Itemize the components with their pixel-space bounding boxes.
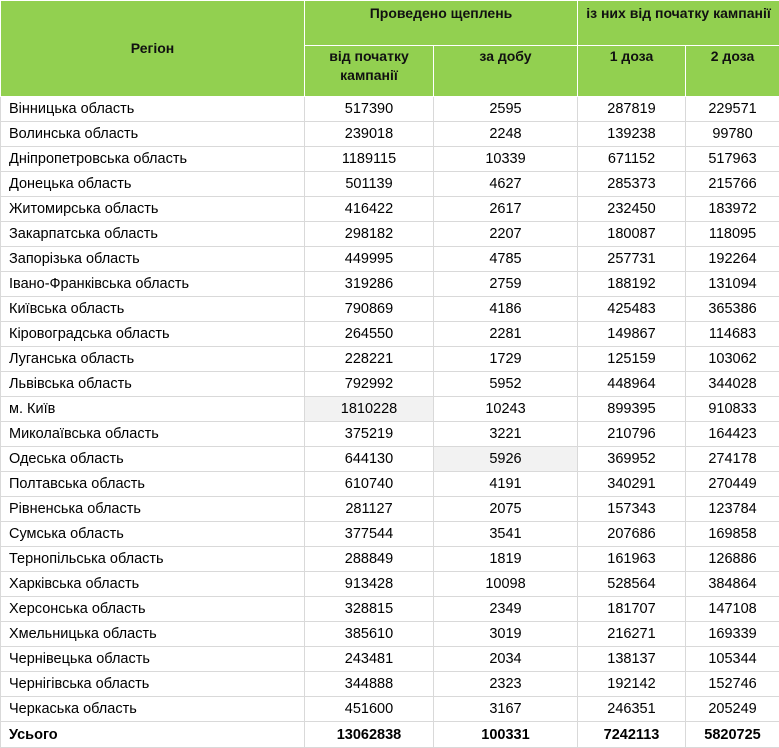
since-start-cell: 449995 xyxy=(305,247,434,272)
total-dose1-cell: 7242113 xyxy=(578,722,686,748)
per-day-cell: 2248 xyxy=(434,122,578,147)
per-day-cell: 3221 xyxy=(434,422,578,447)
dose2-cell: 123784 xyxy=(686,497,779,522)
since-start-cell: 792992 xyxy=(305,372,434,397)
dose1-cell: 192142 xyxy=(578,672,686,697)
dose1-cell: 246351 xyxy=(578,697,686,722)
region-cell: Київська область xyxy=(1,297,305,322)
table-row xyxy=(1,422,779,447)
dose1-cell: 180087 xyxy=(578,222,686,247)
per-day-cell: 5926 xyxy=(434,447,578,472)
table-row xyxy=(1,522,779,547)
region-cell: Черкаська область xyxy=(1,697,305,722)
per-day-cell: 10339 xyxy=(434,147,578,172)
dose2-cell: 517963 xyxy=(686,147,779,172)
since-start-cell: 298182 xyxy=(305,222,434,247)
since-start-cell: 344888 xyxy=(305,672,434,697)
dose1-cell: 425483 xyxy=(578,297,686,322)
per-day-cell: 4785 xyxy=(434,247,578,272)
dose1-cell: 188192 xyxy=(578,272,686,297)
dose2-cell: 365386 xyxy=(686,297,779,322)
since-start-cell: 790869 xyxy=(305,297,434,322)
per-day-cell: 4186 xyxy=(434,297,578,322)
region-cell: Одеська область xyxy=(1,447,305,472)
since-start-cell: 239018 xyxy=(305,122,434,147)
dose2-cell: 126886 xyxy=(686,547,779,572)
dose2-cell: 344028 xyxy=(686,372,779,397)
table-row xyxy=(1,347,779,372)
dose2-cell: 152746 xyxy=(686,672,779,697)
since-start-cell: 375219 xyxy=(305,422,434,447)
since-start-cell: 281127 xyxy=(305,497,434,522)
since-start-cell: 1189115 xyxy=(305,147,434,172)
dose1-cell: 157343 xyxy=(578,497,686,522)
dose1-cell: 125159 xyxy=(578,347,686,372)
table-row xyxy=(1,372,779,397)
header-dose2: 2 доза xyxy=(686,46,779,97)
per-day-cell: 4191 xyxy=(434,472,578,497)
since-start-cell: 913428 xyxy=(305,572,434,597)
dose1-cell: 340291 xyxy=(578,472,686,497)
region-cell: Вінницька область xyxy=(1,97,305,122)
header-region: Регіон xyxy=(1,1,305,97)
dose1-cell: 161963 xyxy=(578,547,686,572)
since-start-cell: 385610 xyxy=(305,622,434,647)
region-cell: Полтавська область xyxy=(1,472,305,497)
table-row xyxy=(1,622,779,647)
header-per-day: за добу xyxy=(434,46,578,97)
per-day-cell: 2759 xyxy=(434,272,578,297)
dose2-cell: 192264 xyxy=(686,247,779,272)
dose1-cell: 216271 xyxy=(578,622,686,647)
table-row xyxy=(1,647,779,672)
header-vaccinated: Проведено щеплень xyxy=(305,1,578,46)
per-day-cell: 10098 xyxy=(434,572,578,597)
since-start-cell: 243481 xyxy=(305,647,434,672)
per-day-cell: 2034 xyxy=(434,647,578,672)
table-row xyxy=(1,197,779,222)
per-day-cell: 4627 xyxy=(434,172,578,197)
region-cell: Херсонська область xyxy=(1,597,305,622)
since-start-cell: 416422 xyxy=(305,197,434,222)
table-row xyxy=(1,222,779,247)
dose1-cell: 207686 xyxy=(578,522,686,547)
table-row xyxy=(1,97,779,122)
region-cell: Харківська область xyxy=(1,572,305,597)
dose2-cell: 114683 xyxy=(686,322,779,347)
dose1-cell: 139238 xyxy=(578,122,686,147)
table-row xyxy=(1,122,779,147)
header-dose1: 1 доза xyxy=(578,46,686,97)
table-row xyxy=(1,297,779,322)
per-day-cell: 10243 xyxy=(434,397,578,422)
table-row xyxy=(1,322,779,347)
total-per-day-cell: 100331 xyxy=(434,722,578,748)
dose1-cell: 149867 xyxy=(578,322,686,347)
table-row xyxy=(1,672,779,697)
region-cell: Донецька область xyxy=(1,172,305,197)
dose1-cell: 671152 xyxy=(578,147,686,172)
dose1-cell: 369952 xyxy=(578,447,686,472)
dose2-cell: 164423 xyxy=(686,422,779,447)
since-start-cell: 328815 xyxy=(305,597,434,622)
since-start-cell: 451600 xyxy=(305,697,434,722)
table-row xyxy=(1,272,779,297)
per-day-cell: 1729 xyxy=(434,347,578,372)
region-cell: Волинська область xyxy=(1,122,305,147)
dose2-cell: 229571 xyxy=(686,97,779,122)
since-start-cell: 1810228 xyxy=(305,397,434,422)
dose1-cell: 232450 xyxy=(578,197,686,222)
since-start-cell: 501139 xyxy=(305,172,434,197)
dose1-cell: 448964 xyxy=(578,372,686,397)
region-cell: Львівська область xyxy=(1,372,305,397)
dose1-cell: 257731 xyxy=(578,247,686,272)
dose2-cell: 384864 xyxy=(686,572,779,597)
dose1-cell: 210796 xyxy=(578,422,686,447)
region-cell: Закарпатська область xyxy=(1,222,305,247)
dose2-cell: 205249 xyxy=(686,697,779,722)
dose2-cell: 147108 xyxy=(686,597,779,622)
dose2-cell: 274178 xyxy=(686,447,779,472)
per-day-cell: 2323 xyxy=(434,672,578,697)
table-row xyxy=(1,547,779,572)
since-start-cell: 228221 xyxy=(305,347,434,372)
table-row xyxy=(1,397,779,422)
since-start-cell: 288849 xyxy=(305,547,434,572)
table-row xyxy=(1,472,779,497)
since-start-cell: 319286 xyxy=(305,272,434,297)
table-row xyxy=(1,697,779,722)
region-cell: Кіровоградська область xyxy=(1,322,305,347)
region-cell: Сумська область xyxy=(1,522,305,547)
per-day-cell: 2281 xyxy=(434,322,578,347)
table-row xyxy=(1,147,779,172)
region-cell: м. Київ xyxy=(1,397,305,422)
region-cell: Миколаївська область xyxy=(1,422,305,447)
region-cell: Тернопільська область xyxy=(1,547,305,572)
per-day-cell: 2617 xyxy=(434,197,578,222)
table-row xyxy=(1,572,779,597)
total-dose2-cell: 5820725 xyxy=(686,722,779,748)
dose2-cell: 99780 xyxy=(686,122,779,147)
per-day-cell: 5952 xyxy=(434,372,578,397)
dose1-cell: 287819 xyxy=(578,97,686,122)
per-day-cell: 2075 xyxy=(434,497,578,522)
region-cell: Дніпропетровська область xyxy=(1,147,305,172)
table-row xyxy=(1,597,779,622)
per-day-cell: 3167 xyxy=(434,697,578,722)
per-day-cell: 3019 xyxy=(434,622,578,647)
region-cell: Житомирська область xyxy=(1,197,305,222)
dose1-cell: 138137 xyxy=(578,647,686,672)
table-row xyxy=(1,447,779,472)
table-row xyxy=(1,172,779,197)
region-cell: Чернігівська область xyxy=(1,672,305,697)
since-start-cell: 517390 xyxy=(305,97,434,122)
dose1-cell: 899395 xyxy=(578,397,686,422)
total-since-start-cell: 13062838 xyxy=(305,722,434,748)
region-cell: Івано-Франківська область xyxy=(1,272,305,297)
region-cell: Запорізька область xyxy=(1,247,305,272)
dose2-cell: 169339 xyxy=(686,622,779,647)
header-of-them: із них від початку кампанії xyxy=(578,1,779,46)
per-day-cell: 1819 xyxy=(434,547,578,572)
dose2-cell: 215766 xyxy=(686,172,779,197)
dose1-cell: 181707 xyxy=(578,597,686,622)
dose2-cell: 105344 xyxy=(686,647,779,672)
dose2-cell: 910833 xyxy=(686,397,779,422)
table-row xyxy=(1,247,779,272)
total-region-cell: Усього xyxy=(1,722,305,748)
dose2-cell: 131094 xyxy=(686,272,779,297)
header-since-start: від початку кампанії xyxy=(305,46,434,97)
per-day-cell: 2595 xyxy=(434,97,578,122)
table-row xyxy=(1,497,779,522)
region-cell: Рівненська область xyxy=(1,497,305,522)
since-start-cell: 377544 xyxy=(305,522,434,547)
region-cell: Луганська область xyxy=(1,347,305,372)
since-start-cell: 264550 xyxy=(305,322,434,347)
since-start-cell: 610740 xyxy=(305,472,434,497)
dose2-cell: 118095 xyxy=(686,222,779,247)
table-header xyxy=(1,1,779,97)
dose1-cell: 285373 xyxy=(578,172,686,197)
dose2-cell: 103062 xyxy=(686,347,779,372)
total-row xyxy=(1,722,779,748)
dose2-cell: 183972 xyxy=(686,197,779,222)
dose2-cell: 270449 xyxy=(686,472,779,497)
table-body xyxy=(1,97,779,748)
region-cell: Чернівецька область xyxy=(1,647,305,672)
per-day-cell: 3541 xyxy=(434,522,578,547)
dose2-cell: 169858 xyxy=(686,522,779,547)
region-cell: Хмельницька область xyxy=(1,622,305,647)
since-start-cell: 644130 xyxy=(305,447,434,472)
per-day-cell: 2349 xyxy=(434,597,578,622)
per-day-cell: 2207 xyxy=(434,222,578,247)
dose1-cell: 528564 xyxy=(578,572,686,597)
